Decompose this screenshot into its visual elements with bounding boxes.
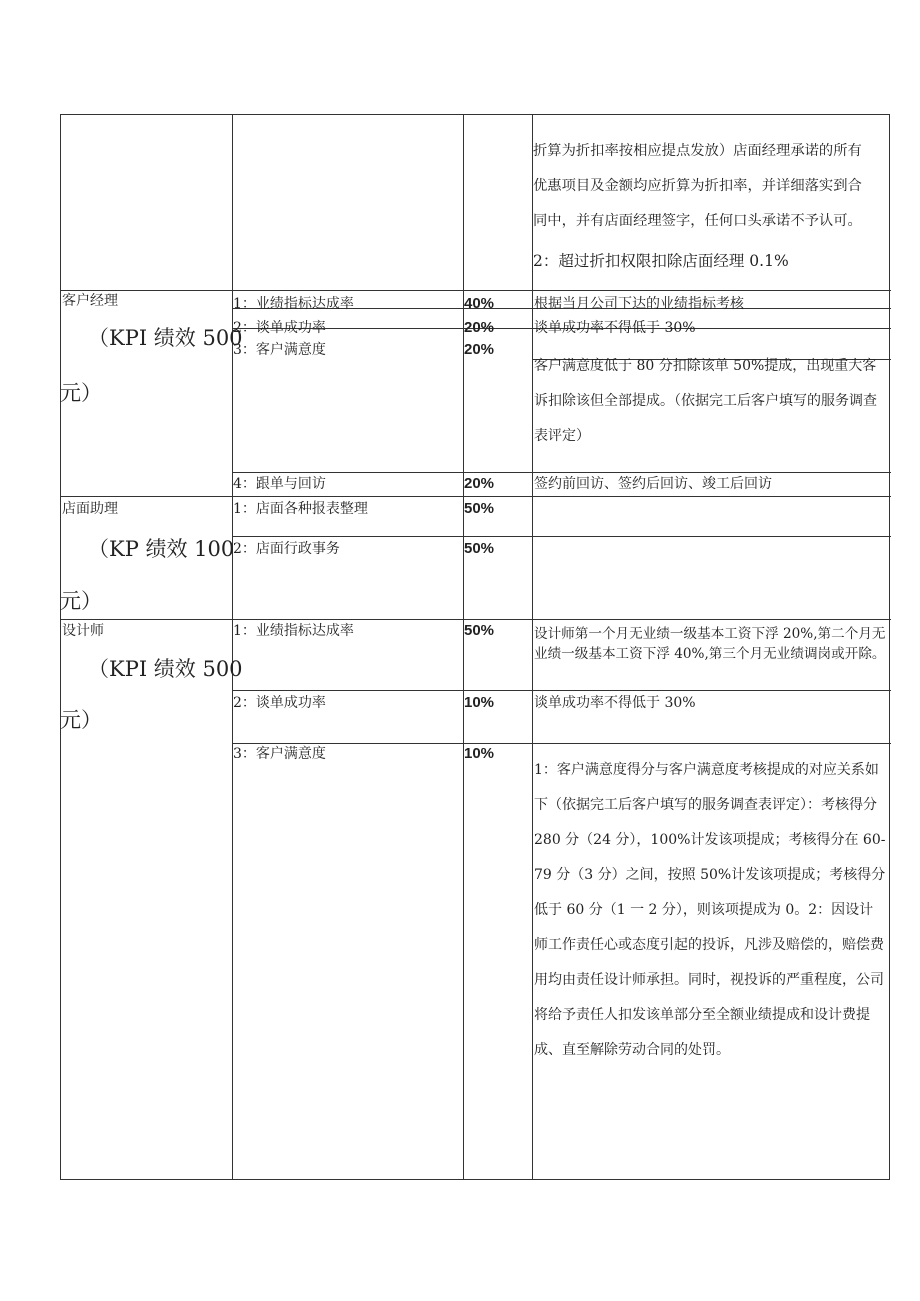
weight-value: 50% bbox=[464, 540, 495, 557]
criterion-label: 2：谈单成功率 bbox=[233, 320, 326, 336]
criterion-desc: 谈单成功率不得低于 30% bbox=[534, 320, 696, 336]
top-text-line: 同中，并有店面经理签字，任何口头承诺不予认可。 bbox=[533, 213, 862, 229]
role-kpi-amount: （KPI 绩效 500 bbox=[88, 657, 243, 681]
row-divider bbox=[61, 290, 891, 291]
criterion-label: 3：客户满意度 bbox=[233, 342, 326, 358]
criterion-desc: 签约前回访、签约后回访、竣工后回访 bbox=[534, 476, 772, 492]
criterion-desc: 设计师第一个月无业绩一级基本工资下浮 20%,第二个月无业绩一级基本工资下浮 40%,第三个月无业绩调岗或开除。 bbox=[534, 626, 886, 662]
criterion-desc: 1：客户满意度得分与客户满意度考核提成的对应关系如下（依据完工后客户填写的服务调查表评定）：考核得分 280 分（24 分），100%计发该项提成；考核得分在 60-79 分（3 分）之间，按照 50%计发该项提成；考核得分低于 60 分（1 一 2 分），则该项提成为 0。2：因设计师工作责任心或态度引起的投诉，凡涉及赔偿的，赔偿费用均由责任设计师承担。同时，视投诉的严重程度，公司将给予责任人扣发该单部分至全额业绩提成和设计费提成、直至解除劳动合同的处罚。 bbox=[534, 762, 886, 1058]
top-text-line: 优惠项目及金额均应折算为折扣率，并详细落实到合 bbox=[533, 178, 862, 194]
criterion-label: 4：跟单与回访 bbox=[233, 476, 326, 492]
role-kpi-unit: 元） bbox=[60, 589, 102, 613]
row-divider bbox=[61, 619, 891, 620]
criterion-label: 1：店面各种报表整理 bbox=[233, 501, 368, 517]
row-divider bbox=[232, 472, 891, 473]
criterion-label: 2：谈单成功率 bbox=[233, 695, 326, 711]
row-divider bbox=[232, 690, 891, 691]
weight-value: 50% bbox=[464, 500, 495, 517]
row-divider bbox=[61, 496, 891, 497]
weight-value: 50% bbox=[464, 622, 495, 639]
criterion-desc: 谈单成功率不得低于 30% bbox=[534, 695, 696, 711]
role-name: 设计师 bbox=[62, 623, 104, 639]
role-name: 客户经理 bbox=[62, 293, 118, 309]
criterion-desc: 客户满意度低于 80 分扣除该单 50%提成，出现重大客诉扣除该但全部提成。（依据完工后客户填写的服务调查表评定） bbox=[534, 358, 877, 444]
weight-value: 20% bbox=[464, 319, 495, 336]
role-name: 店面助理 bbox=[62, 501, 118, 517]
role-kpi-unit: 元） bbox=[60, 381, 102, 405]
top-text-line: 折算为折扣率按相应提点发放）店面经理承诺的所有 bbox=[533, 143, 862, 159]
weight-value: 10% bbox=[464, 745, 495, 762]
criterion-desc: 根据当月公司下达的业绩指标考核 bbox=[534, 296, 744, 312]
weight-value: 20% bbox=[464, 341, 495, 358]
role-kpi-unit: 元） bbox=[60, 708, 102, 732]
weight-value: 40% bbox=[464, 295, 495, 312]
column-divider bbox=[463, 115, 464, 1179]
criterion-label: 1：业绩指标达成率 bbox=[233, 623, 354, 639]
criterion-label: 2：店面行政事务 bbox=[233, 541, 340, 557]
row-divider bbox=[232, 536, 891, 537]
criterion-label: 1：业绩指标达成率 bbox=[233, 296, 354, 312]
column-divider bbox=[232, 115, 233, 1179]
criterion-label: 3：客户满意度 bbox=[233, 746, 326, 762]
row-divider bbox=[232, 743, 891, 744]
weight-value: 10% bbox=[464, 694, 495, 711]
role-kpi-amount: （KP 绩效 100 bbox=[88, 537, 235, 561]
column-divider bbox=[532, 115, 533, 1179]
weight-value: 20% bbox=[464, 475, 495, 492]
top-text-item2: 2：超过折扣权限扣除店面经理 0.1% bbox=[533, 252, 789, 270]
role-kpi-amount: （KPI 绩效 500 bbox=[88, 326, 243, 350]
